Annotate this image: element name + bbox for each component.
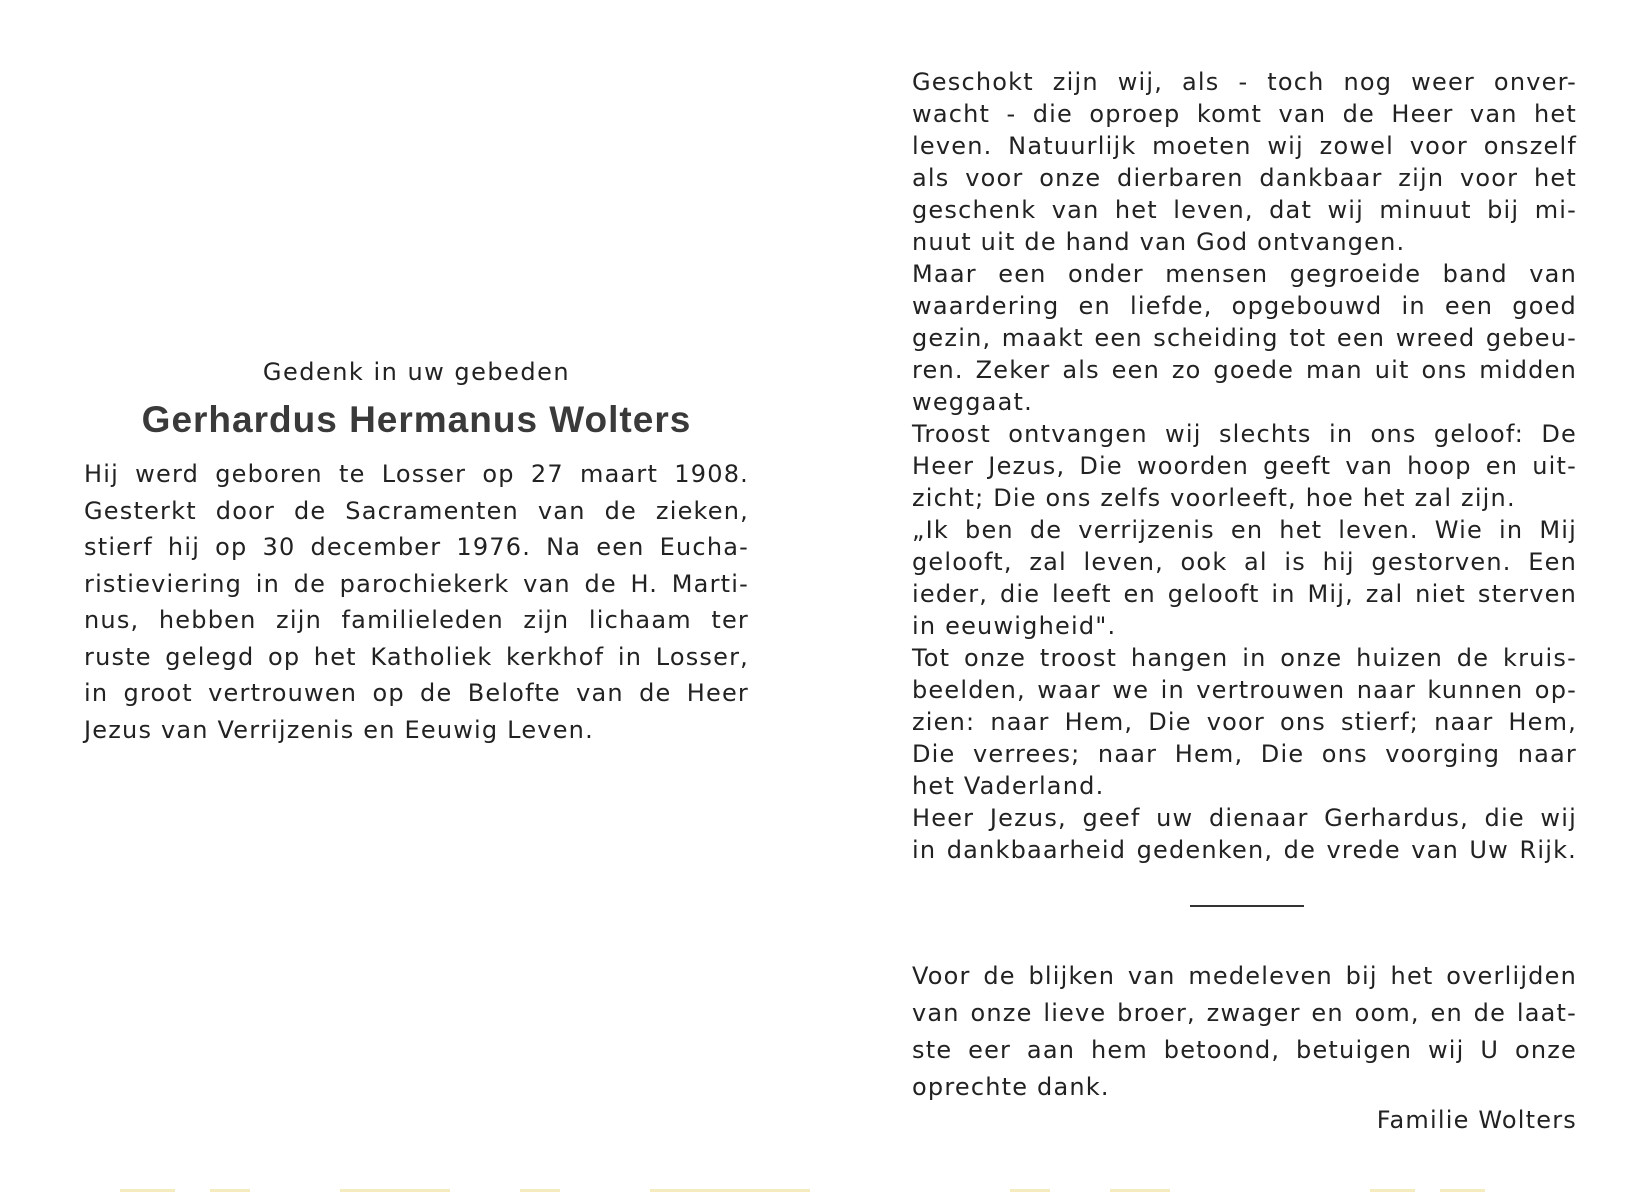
text-line: Tot onze troost hangen in onze huizen de kruis-: [912, 644, 1577, 672]
deceased-name: Gerhardus Hermanus Wolters: [141, 399, 692, 440]
text-line: zien: naar Hem, Die voor ons stierf; naar Hem,: [912, 708, 1577, 736]
text-line: „Ik ben de verrijzenis en het leven. Wie in Mij: [912, 516, 1577, 544]
signature: Familie Wolters: [1376, 1106, 1577, 1134]
text-line: waardering en liefde, opgebouwd in een goed: [912, 292, 1577, 320]
edge-mark: [650, 1189, 810, 1192]
text-line: nuut uit de hand van God ontvangen.: [912, 228, 1406, 256]
bio-line: in groot vertrouwen op de Belofte van de Heer: [84, 679, 749, 707]
text-line: in eeuwigheid".: [912, 612, 1117, 640]
reflection-text: [912, 66, 1577, 866]
edge-mark: [120, 1189, 175, 1192]
text-line: in dankbaarheid gedenken, de vrede van Uw Rijk.: [912, 836, 1577, 864]
text-line: zicht; Die ons zelfs voorleeft, hoe het zal zijn.: [912, 484, 1516, 512]
bio-line: ruste gelegd op het Katholiek kerkhof in Losser,: [84, 642, 749, 671]
text-line: Heer Jezus, Die woorden geeft van hoop en uit-: [912, 452, 1577, 480]
text-line: als voor onze dierbaren dankbaar zijn voor het: [912, 164, 1577, 192]
edge-mark: [1110, 1189, 1170, 1192]
edge-mark: [1370, 1189, 1415, 1192]
text-line: Geschokt zijn wij, als - toch nog weer onver-: [912, 68, 1577, 96]
text-line: Troost ontvangen wij slechts in ons geloof: De: [912, 420, 1577, 448]
edge-mark: [210, 1189, 250, 1192]
edge-mark: [1010, 1189, 1050, 1192]
bio-line: ristieviering in de parochiekerk van de H. Marti-: [84, 569, 749, 598]
bio-line: Jezus van Verrijzenis en Eeuwig Leven.: [84, 715, 594, 744]
text-line: ste eer aan hem betoond, betuigen wij U onze: [912, 1036, 1577, 1064]
text-line: weggaat.: [912, 388, 1033, 416]
intro-text: Gedenk in uw gebeden: [262, 358, 571, 386]
text-line: beelden, waar we in vertrouwen naar kunnen op-: [912, 676, 1577, 704]
text-line: Die verrees; naar Hem, Die ons voorging naar: [912, 740, 1577, 768]
text-line: geschenk van het leven, dat wij minuut bij mi-: [912, 196, 1577, 224]
bio-line: nus, hebben zijn familieleden zijn lichaam ter: [84, 606, 749, 634]
text-line: oprechte dank.: [912, 1073, 1110, 1101]
right-panel: [912, 66, 1577, 866]
text-line: Maar een onder mensen gegroeide band van: [912, 260, 1577, 288]
text-line: gelooft, zal leven, ook al is hij gestorven. Een: [912, 548, 1577, 576]
text-line: leven. Natuurlijk moeten wij zowel voor onszelf: [912, 132, 1577, 160]
text-line: wacht - die oproep komt van de Heer van het: [912, 100, 1577, 128]
text-line: gezin, maakt een scheiding tot een wreed gebeu-: [912, 324, 1577, 352]
text-line: Heer Jezus, geef uw dienaar Gerhardus, die wij: [912, 804, 1577, 832]
bio-line: Hij werd geboren te Losser op 27 maart 1908.: [84, 460, 749, 488]
edge-marks: [0, 1189, 1638, 1193]
edge-mark: [1440, 1189, 1485, 1192]
thanks-text: [912, 958, 1577, 1106]
edge-mark: [520, 1189, 560, 1192]
bio-line: stierf hij op 30 december 1976. Na een Eucha-: [84, 533, 749, 561]
text-line: ren. Zeker als een zo goede man uit ons midden: [912, 356, 1577, 384]
divider-line: [1190, 905, 1304, 907]
edge-mark: [340, 1189, 450, 1192]
left-panel: [84, 356, 749, 748]
text-line: van onze lieve broer, zwager en oom, en de laat-: [912, 999, 1577, 1027]
biography: [84, 456, 749, 748]
text-line: het Vaderland.: [912, 772, 1105, 800]
bio-line: Gesterkt door de Sacramenten van de zieken,: [84, 496, 749, 525]
text-line: Voor de blijken van medeleven bij het overlijden: [912, 962, 1577, 990]
text-line: ieder, die leeft en gelooft in Mij, zal niet sterven: [912, 580, 1577, 608]
